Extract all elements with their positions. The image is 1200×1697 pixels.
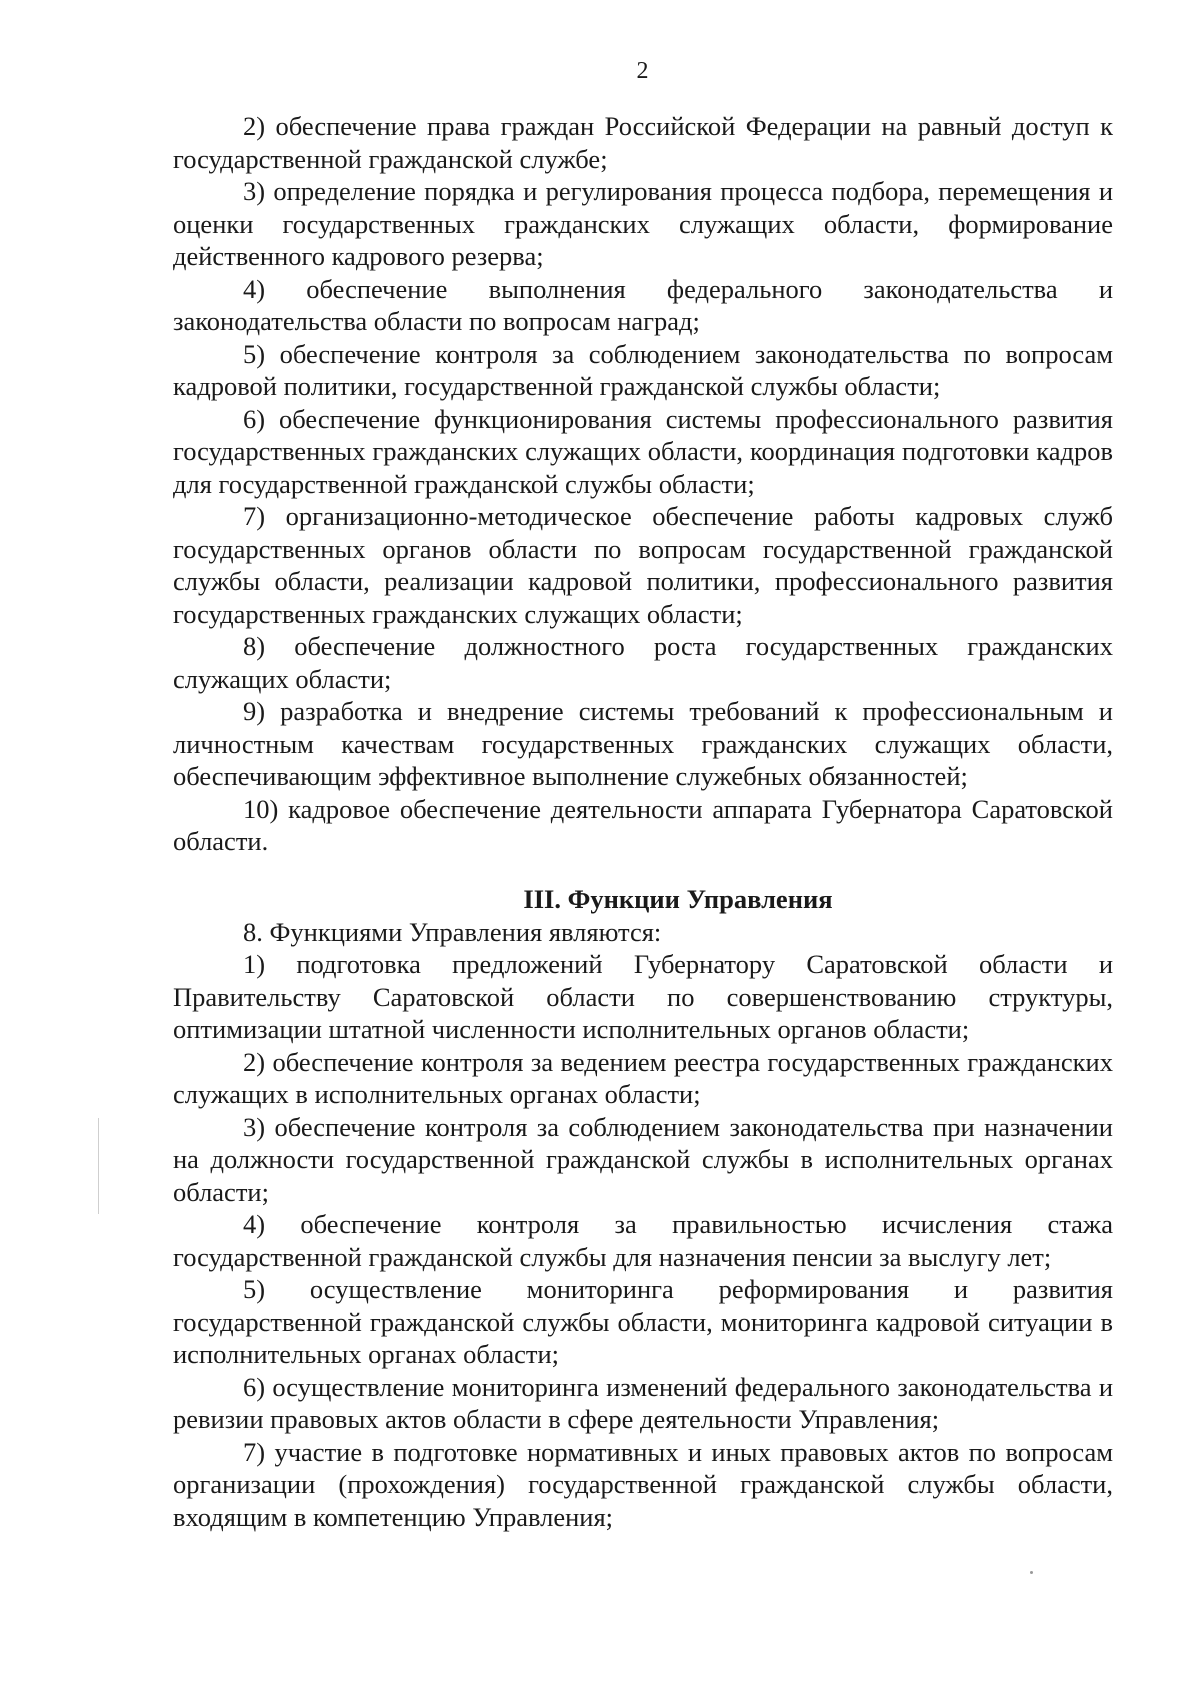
list-item: 6) осуществление мониторинга изменений федерального законодательства и ревизии правовых актов области в сфере деятельности Управления; xyxy=(173,1371,1113,1434)
list-block-responsibilities xyxy=(173,110,1113,858)
section-functions xyxy=(173,916,1113,1534)
list-item: 3) обеспечение контроля за соблюдением законодательства при назначении на должности государственной гражданской службы в исполнительных органах области; xyxy=(173,1111,1113,1207)
list-item: 8) обеспечение должностного роста государственных гражданских служащих области; xyxy=(173,631,1113,694)
page-number: 2 xyxy=(636,58,649,84)
list-item: 5) обеспечение контроля за соблюдением законодательства по вопросам кадровой политики, государственной гражданской службы области; xyxy=(173,338,1113,401)
list-item: 7) организационно-методическое обеспечение работы кадровых служб государственных органов области по вопросам государственной гражданской службы области, реализации кадровой политики, профессионального развития государственных гражданских служащих области; xyxy=(173,501,1113,629)
list-item: 10) кадровое обеспечение деятельности аппарата Губернатора Саратовской области. xyxy=(173,793,1113,856)
list-item: 6) обеспечение функционирования системы профессионального развития государственных гражданских служащих области, координация подготовки кадров для государственной гражданской службы области; xyxy=(173,403,1113,499)
list-item: 4) обеспечение контроля за правильностью исчисления стажа государственной гражданской службы для назначения пенсии за выслугу лет; xyxy=(173,1209,1113,1272)
section-intro: 8. Функциями Управления являются: xyxy=(243,916,662,947)
list-item: 3) определение порядка и регулирования процесса подбора, перемещения и оценки государственных гражданских служащих области, формирование действенного кадрового резерва; xyxy=(173,176,1113,271)
section-spacer xyxy=(173,858,1113,882)
scan-artifact-line xyxy=(98,1118,99,1214)
list-item: 2) обеспечение контроля за ведением реестра государственных гражданских служащих в исполнительных органах области; xyxy=(173,1046,1113,1109)
list-item: 9) разработка и внедрение системы требований к профессиональным и личностным качествам государственных гражданских служащих области, обеспечивающим эффективное выполнение служебных обязанностей; xyxy=(173,696,1113,791)
document-body xyxy=(173,110,1113,1533)
list-item: 2) обеспечение права граждан Российской Федерации на равный доступ к государственной гражданской службе; xyxy=(173,111,1113,174)
list-item: 5) осуществление мониторинга реформирования и развития государственной гражданской службы области, мониторинга кадровой ситуации в исполнительных органах области; xyxy=(173,1274,1113,1369)
list-item: 1) подготовка предложений Губернатору Саратовской области и Правительству Саратовской области по совершенствованию структуры, оптимизации штатной численности исполнительных органов области; xyxy=(173,949,1113,1044)
scan-artifact-dot xyxy=(1030,1571,1033,1574)
section-heading: III. Функции Управления xyxy=(523,883,833,914)
list-item: 7) участие в подготовке нормативных и иных правовых актов по вопросам организации (прохождения) государственной гражданской службы области, входящим в компетенцию Управления; xyxy=(173,1436,1113,1532)
list-item: 4) обеспечение выполнения федерального законодательства и законодательства области по вопросам наград; xyxy=(173,273,1113,336)
